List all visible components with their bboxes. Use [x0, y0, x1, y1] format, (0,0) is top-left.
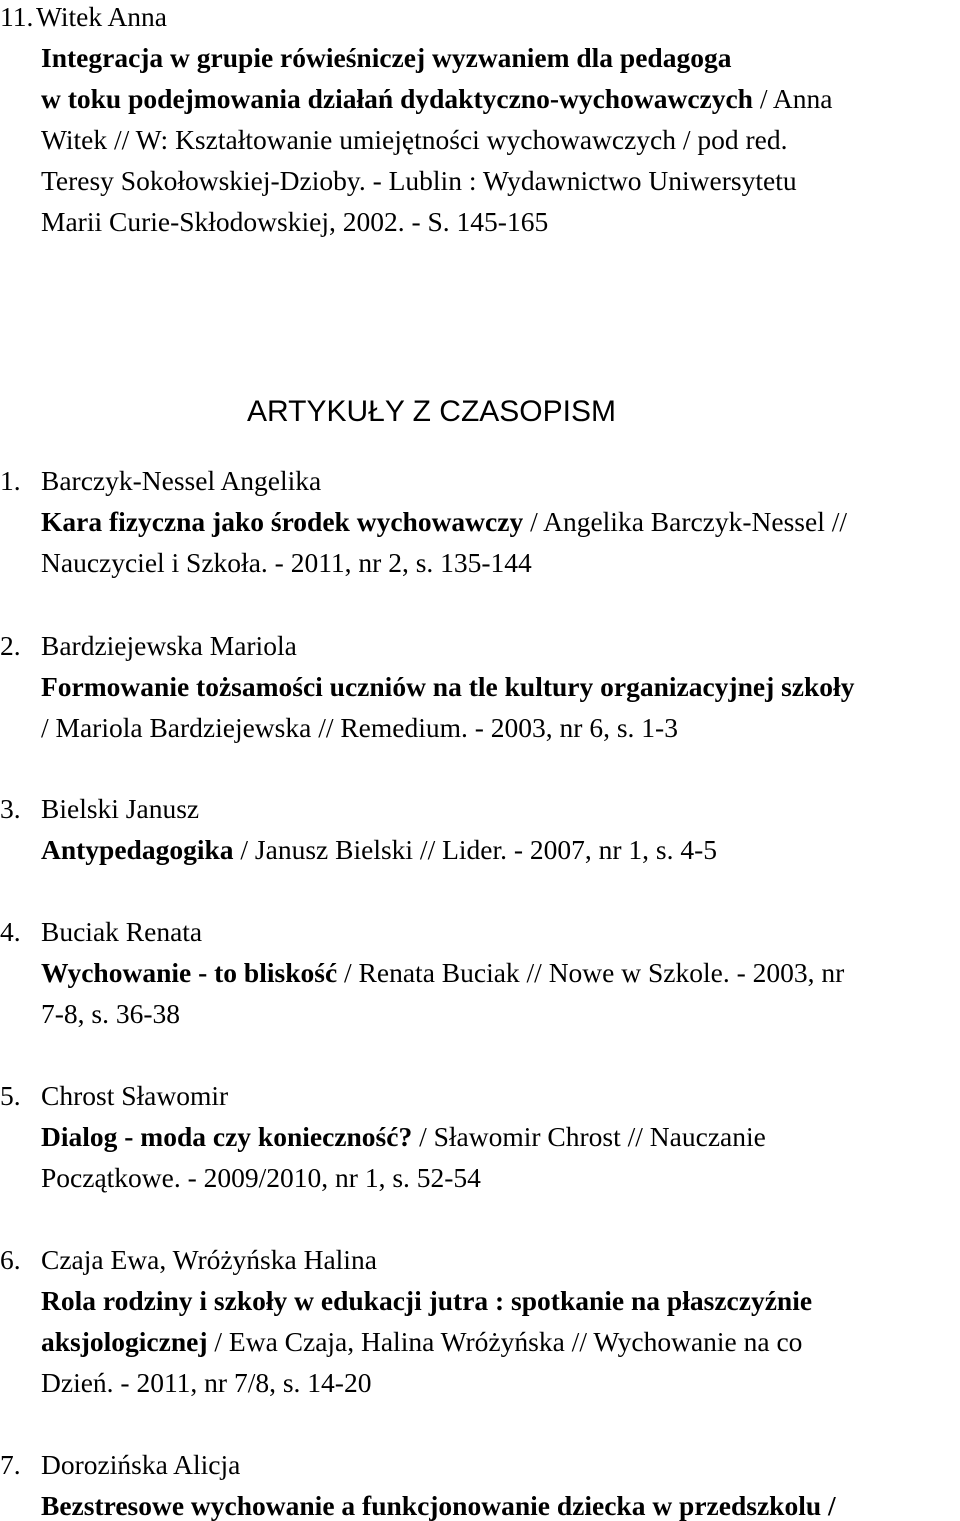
entry-citation-line: / Mariola Bardziejewska // Remedium. - 2003, nr 6, s. 1-3 [41, 712, 678, 743]
entry-citation-line: Marii Curie-Skłodowskiej, 2002. - S. 145-165 [41, 206, 549, 237]
entry-title: Rola rodziny i szkoły w edukacji jutra : spotkanie na płaszczyźnie [41, 1285, 813, 1316]
entry-author: Chrost Sławomir [41, 1080, 229, 1111]
entry-citation-line: Teresy Sokołowskiej-Dzioby. - Lublin : Wydawnictwo Uniwersytetu [41, 165, 797, 196]
entry-title: Formowanie tożsamości uczniów na tle kultury organizacyjnej szkoły [41, 671, 855, 702]
entry-citation-line: 7-8, s. 36-38 [41, 998, 181, 1029]
entry-citation-line: Dzień. - 2011, nr 7/8, s. 14-20 [41, 1367, 372, 1398]
entry-number: 2. [0, 630, 21, 661]
entry-citation: / Janusz Bielski // Lider. - 2007, nr 1, s. 4-5 [233, 834, 718, 865]
entry-citation: / Sławomir Chrost // Nauczanie [412, 1121, 766, 1152]
entry-title-line [41, 508, 847, 536]
entry-citation: / Ewa Czaja, Halina Wróżyńska // Wychowanie na co [207, 1326, 803, 1357]
entry-title-cont: aksjologicznej [41, 1326, 208, 1357]
entry-citation-line: Nauczyciel i Szkoła. - 2011, nr 2, s. 135-144 [41, 547, 532, 578]
entry-title-line [41, 836, 717, 864]
entry-number: 3. [0, 793, 21, 824]
entry-title-line [41, 1328, 802, 1356]
entry-number: 11. [0, 1, 34, 32]
entry-citation: / Anna [752, 83, 833, 114]
entry-title-line [41, 85, 832, 113]
entry-author: Bardziejewska Mariola [41, 630, 297, 661]
entry-author: Buciak Renata [41, 916, 203, 947]
entry-author: Czaja Ewa, Wróżyńska Halina [41, 1244, 377, 1275]
entry-author: Bielski Janusz [41, 793, 200, 824]
entry-title-cont: w toku podejmowania działań dydaktyczno-wychowawczych [41, 83, 753, 114]
entry-number: 5. [0, 1080, 21, 1111]
entry-number: 7. [0, 1449, 21, 1480]
entry-title: Kara fizyczna jako środek wychowawczy [41, 506, 524, 537]
entry-title: Bezstresowe wychowanie a funkcjonowanie dziecka w przedszkolu / [41, 1490, 836, 1521]
entry-citation: / Angelika Barczyk-Nessel // [523, 506, 848, 537]
entry-citation: / Renata Buciak // Nowe w Szkole. - 2003, nr [337, 957, 845, 988]
entry-number: 1. [0, 465, 21, 496]
entry-title: Dialog - moda czy konieczność? [41, 1121, 413, 1152]
entry-title: Wychowanie - to bliskość [41, 957, 338, 988]
entry-title-line [41, 959, 844, 987]
entry-author: Dorozińska Alicja [41, 1449, 241, 1480]
section-heading: ARTYKUŁY Z CZASOPISM [247, 395, 616, 428]
entry-citation-line: Witek // W: Kształtowanie umiejętności wychowawczych / pod red. [41, 124, 788, 155]
entry-citation-line: Początkowe. - 2009/2010, nr 1, s. 52-54 [41, 1162, 481, 1193]
entry-number: 6. [0, 1244, 21, 1275]
entry-author: Witek Anna [36, 1, 168, 32]
entry-title: Antypedagogika [41, 834, 234, 865]
entry-title: Integracja w grupie rówieśniczej wyzwaniem dla pedagoga [41, 42, 732, 73]
entry-title-line [41, 1123, 766, 1151]
entry-number: 4. [0, 916, 21, 947]
entry-author: Barczyk-Nessel Angelika [41, 465, 322, 496]
